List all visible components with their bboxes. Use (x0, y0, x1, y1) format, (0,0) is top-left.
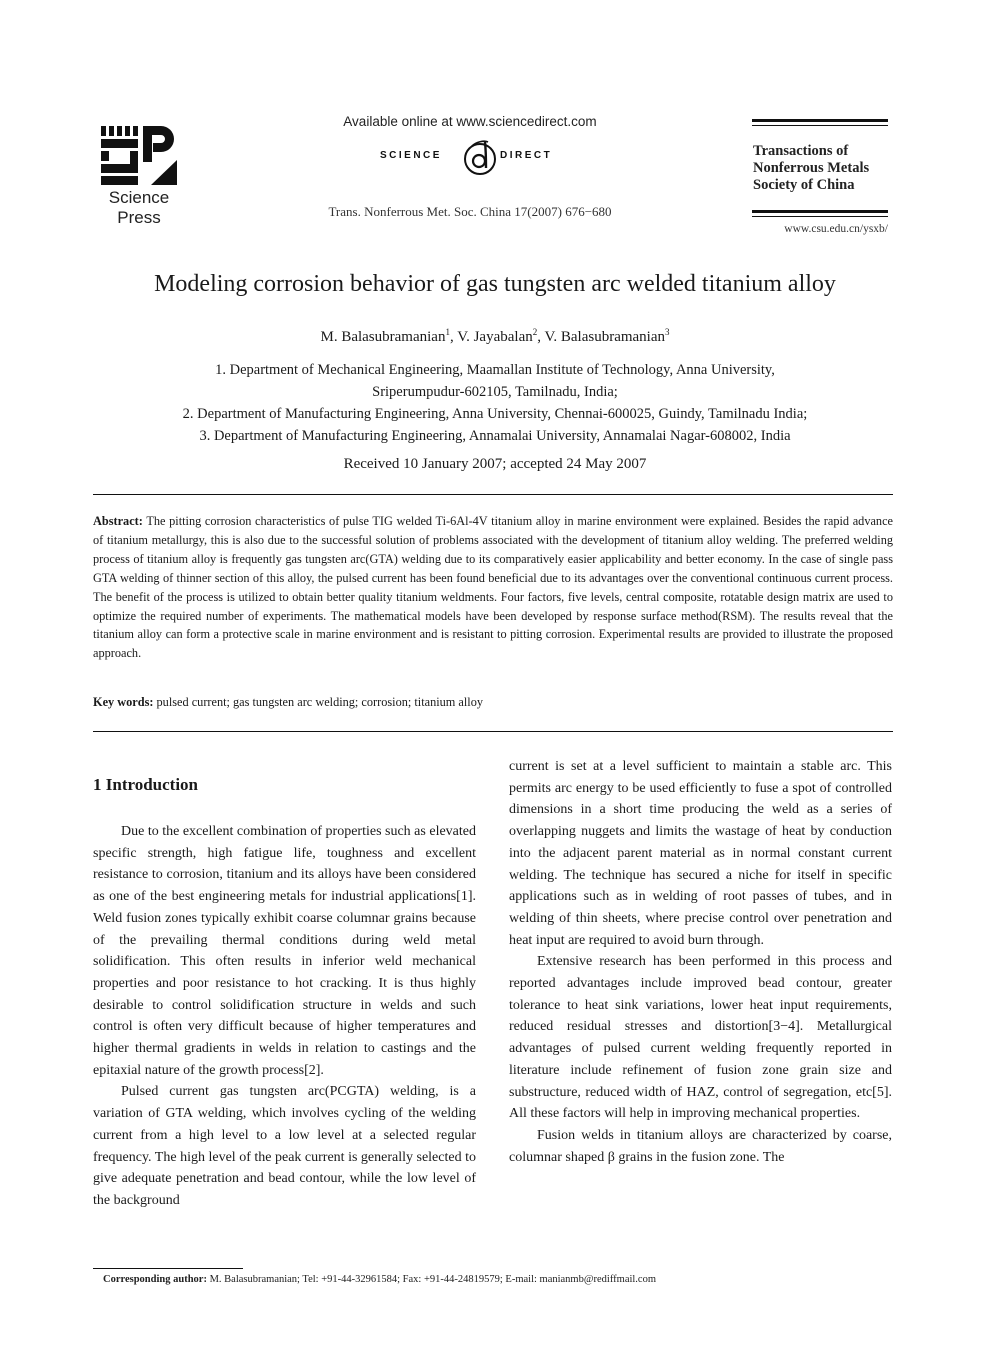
header-rule-top-thin (752, 125, 888, 126)
abstract-rule-bottom (93, 731, 893, 732)
section-heading-introduction: 1 Introduction (93, 775, 199, 794)
keywords (93, 695, 893, 710)
keywords-text: pulsed current; gas tungsten arc welding; corrosion; titanium alloy (156, 695, 484, 709)
abstract-text: The pitting corrosion characteristics of pulse TIG welded Ti-6Al-4V titanium alloy in marine environment were explained. Besides the rapid advance of titanium metallurgy, this is also due to the successful solution of problems associated with the development of titanium alloy welding. The preferred welding process of titanium alloy is frequently gas tungsten arc(GTA) welding due to its comparatively easier applicability and better economy. In the case of single pass GTA welding of thinner section of this alloy, the pulsed current has been found beneficial due to its advantages over the conventional continuous current process. The benefit of the process is utilized to obtain better quality titanium weldments. Four factors, five levels, central composite, rotatable design matrix are used to optimize the required number of experiments. The mathematical models have been developed by response surface method(RSM). The results reveal that the titanium alloy can form a protective scale in marine environment and is resistant to pitting corrosion. Experimental results are provided to illustrate the proposed approach. (93, 514, 893, 661)
corresponding-author-footnote (103, 1274, 903, 1285)
science-press-logo (93, 124, 185, 234)
available-online-text: Available online at www.sciencedirect.com (343, 114, 597, 129)
footnote-text: M. Balasubramanian; Tel: +91-44-32961584; Fax: +91-44-24819579; E-mail: manianmb@rediffmail.com (209, 1274, 657, 1285)
abstract-label: Abstract: (93, 514, 143, 528)
paper-title: Modeling corrosion behavior of gas tungsten arc welded titanium alloy (154, 271, 836, 297)
author-name: V. Balasubramanian (544, 329, 665, 345)
paragraph-continuation: current is set at a level sufficient to maintain a stable arc. This permits arc energy to be used efficiently to fuse a spot of controlled dimensions in a short time producing the weld as a series of overlapping nuggets and limits the wastage of heat by conduction into the adjacent parent material as in normal constant current welding. The technique has secured a niche for itself in specific applications such as in welding of root passes of tubes, and in welding of thin sheets, where precise control over penetration and heat input are required to avoid burn through. (509, 759, 892, 948)
abstract-rule-top (93, 494, 893, 495)
affiliation-2: 2. Department of Manufacturing Engineering, Anna University, Chennai-600025, Guindy, Tamilnadu India; (182, 406, 808, 422)
abstract (93, 512, 893, 663)
footnote-rule (93, 1268, 243, 1269)
received-date: Received 10 January 2007; accepted 24 May 2007 (343, 456, 647, 472)
paragraph: Fusion welds in titanium alloys are characterized by coarse, columnar shaped β grains in the fusion zone. The (509, 1127, 892, 1165)
author-affiliation-mark: 3 (665, 327, 670, 337)
paragraph: Extensive research has been performed in this process and reported advantages include improved bead contour, greater tolerance to heat sink variations, lower heat input requirements, reduced residual stresses and distortion[3−4]. Metallurgical advantages of pulsed current welding frequently reported in literature include refinement of fusion zone grain size and substructure, reduced width of HAZ, control of segregation, etc[5]. All these factors will help in improving mechanical properties. (509, 954, 892, 1122)
left-column (93, 821, 476, 1212)
paragraph: Due to the excellent combination of properties such as elevated specific strength, high fatigue life, toughness and excellent resistance to corrosion, titanium and its alloys have been considered as one of the best engineering metals for industrial applications[1]. Weld fusion zones typically exhibit coarse columnar grains because of the prevailing thermal conditions during weld metal solidification. This often results in inferior weld mechanical properties and poor resistance to hot cracking. It is thus highly desirable to control solidification structure in welds and such control is often very difficult because of higher temperatures and higher thermal gradients in welds in relation to castings and the epitaxial nature of the growth process[2]. (93, 824, 476, 1078)
journal-name-line-3: Society of China (753, 177, 855, 193)
journal-name-line-1: Transactions of (753, 143, 849, 159)
header-rule-bottom-thin (752, 216, 888, 217)
author-affiliation-mark: 2 (532, 327, 538, 337)
author-name: M. Balasubramanian (320, 329, 446, 345)
journal-reference: Trans. Nonferrous Met. Soc. China 17(2007) 676−680 (328, 204, 612, 219)
science-press-emblem-icon (99, 124, 179, 186)
right-column (509, 756, 892, 1168)
sciencedirect-logo (380, 138, 580, 178)
affiliation-3: 3. Department of Manufacturing Engineering, Annamalai University, Annamalai Nagar-608002, India (199, 428, 791, 444)
affiliation-1-cont: Sriperumpudur-602105, Tamilnadu, India; (372, 384, 618, 400)
publisher-name: Science Press (108, 188, 170, 227)
sd-logo-right-text: DIRECT (500, 150, 553, 161)
affiliation-1: 1. Department of Mechanical Engineering, Maamallan Institute of Technology, Anna University, (215, 362, 775, 378)
author-list: M. Balasubramanian$^1$, V. Jayabalan$^2$, V. Balasubramanian$^3$ (320, 327, 670, 345)
paragraph: Pulsed current gas tungsten arc(PCGTA) welding, is a variation of GTA welding, which involves cycling of the welding current from a high level to a low level at a selected regular frequency. The high level of the peak current is generally selected to give adequate penetration and bead contour, while the low level of the background (93, 1084, 476, 1208)
journal-name-line-2: Nonferrous Metals (753, 160, 870, 176)
header-rule-bottom-thick (752, 210, 888, 213)
footnote-label: Corresponding author: (103, 1274, 207, 1285)
author-name: V. Jayabalan (457, 329, 533, 345)
keywords-label: Key words: (93, 695, 154, 709)
sd-logo-left-text: SCIENCE (380, 150, 442, 161)
journal-name (753, 143, 903, 194)
journal-url[interactable]: www.csu.edu.cn/ysxb/ (784, 223, 888, 235)
sciencedirect-at-icon (462, 138, 498, 178)
header-rule-top-thick (752, 119, 888, 122)
author-affiliation-mark: 1 (445, 327, 450, 337)
